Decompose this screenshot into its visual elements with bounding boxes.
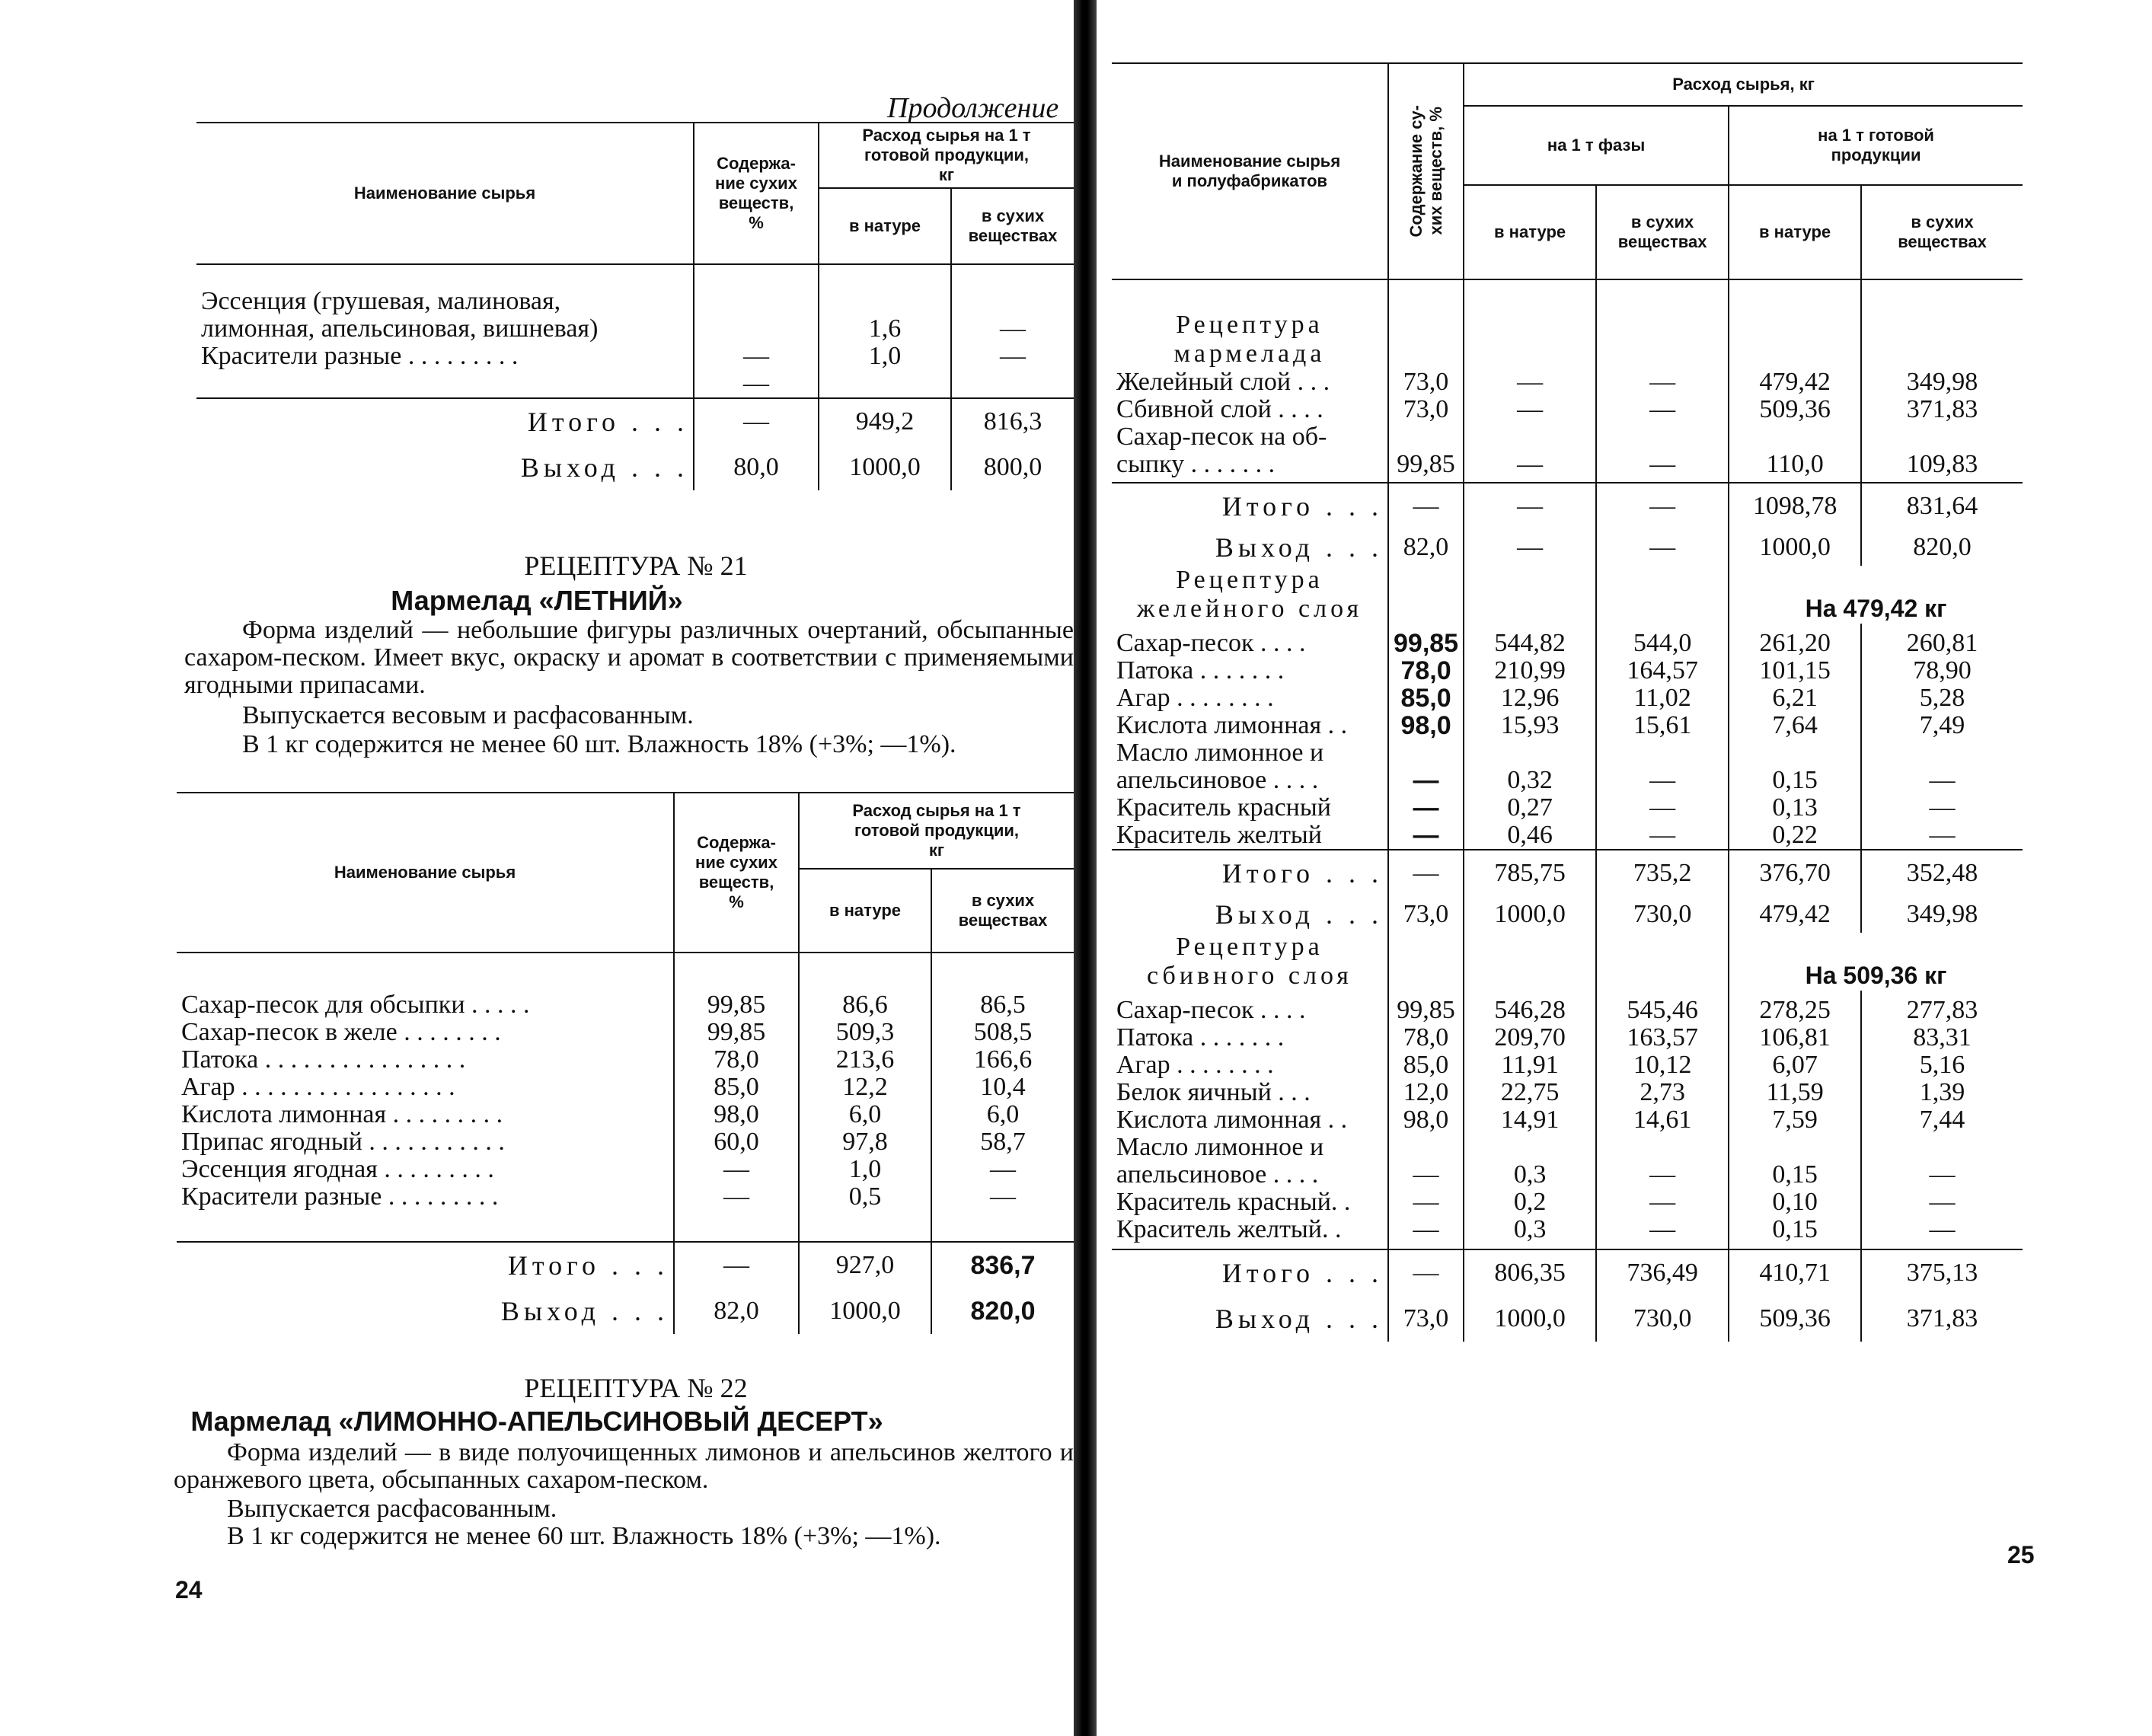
sec3-total-pn: 806,35 bbox=[1464, 1249, 1596, 1296]
sec3-total-gd: 375,13 bbox=[1861, 1249, 2023, 1296]
total-drysub: 836,7 bbox=[931, 1242, 1074, 1288]
total-dry: — bbox=[694, 398, 819, 445]
col-dry-header: Содержа- ние сухих веществ, % bbox=[694, 123, 819, 264]
sec3-total-gn: 410,71 bbox=[1729, 1249, 1861, 1296]
yield-label: Выход . . . bbox=[500, 1296, 669, 1326]
sec2-total-dry: — bbox=[1388, 850, 1464, 896]
right-page bbox=[1097, 0, 2152, 1736]
sec2-dry: 99,85 78,0 85,0 98,0 — — — bbox=[1388, 624, 1464, 850]
sec2-total-pd: 735,2 bbox=[1596, 850, 1729, 896]
sec2-yield-gd: 349,98 bbox=[1861, 896, 2023, 933]
sec1-names: Желейный слой . . . Сбивной слой . . . . Сахар-песок на об- сыпку . . . . . . . bbox=[1116, 368, 1330, 478]
col-drysub-header: в сухих веществах bbox=[1596, 185, 1729, 279]
sec2-yield-pd: 730,0 bbox=[1596, 896, 1729, 933]
sec3-product-dry: 277,83 83,31 5,16 1,39 7,44 — — — bbox=[1861, 991, 2023, 1249]
col-per-phase-header: на 1 т фазы bbox=[1464, 106, 1729, 185]
sec1-yield-gd: 820,0 bbox=[1861, 529, 2023, 566]
left-page bbox=[0, 0, 1074, 1736]
recipe-21-desc: Форма изделий — небольшие фигуры различных очертаний, обсыпанные сахаром-песком. Имеет вкус, окраску и аромат в соответствии с применяемыми ягодными припасами. bbox=[184, 616, 1074, 699]
sec3-yield-gn: 509,36 bbox=[1729, 1296, 1861, 1342]
yield-nature: 1000,0 bbox=[799, 1288, 931, 1334]
total-drysub: 816,3 bbox=[951, 398, 1074, 445]
sec1-total-pn: — bbox=[1464, 483, 1596, 529]
recipe-22-title: РЕЦЕПТУРА № 22 bbox=[524, 1373, 748, 1403]
table-1 bbox=[196, 122, 1074, 490]
sec2-yield-dry: 73,0 bbox=[1388, 896, 1464, 933]
sec3-phase-dry: 545,46 163,57 10,12 2,73 14,61 — — — bbox=[1596, 991, 1729, 1249]
sec3-yield-dry: 73,0 bbox=[1388, 1296, 1464, 1342]
sec3-total-pd: 736,49 bbox=[1596, 1249, 1729, 1296]
table-2 bbox=[177, 792, 1074, 1334]
sec2-yield-pn: 1000,0 bbox=[1464, 896, 1596, 933]
recipe-22-desc: Форма изделий — в виде полуочищенных лимонов и апельсинов желтого и оранжевого цвета, обсыпанных сахаром-песком. bbox=[174, 1438, 1074, 1494]
col-nature-header: в натуре bbox=[799, 869, 931, 953]
sec2-product-dry: 260,81 78,90 5,28 7,49 — — — bbox=[1861, 624, 2023, 850]
col-nature-header: в натуре bbox=[1464, 185, 1596, 279]
sec1-yield-dry: 82,0 bbox=[1388, 529, 1464, 566]
sec2-total-gn: 376,70 bbox=[1729, 850, 1861, 896]
sec3-total-dry: — bbox=[1388, 1249, 1464, 1296]
sec1-yield-label: Выход . . . bbox=[1215, 532, 1383, 563]
recipe-22-desc2: Выпускается расфасованным. bbox=[227, 1495, 557, 1523]
table-3 bbox=[1112, 62, 2023, 1342]
col-nature-header: в натуре bbox=[819, 188, 951, 264]
sec2-total-pn: 785,75 bbox=[1464, 850, 1596, 896]
col-drysub-header-2: в сухих веществах bbox=[1861, 185, 2023, 279]
col-nature-header-2: в натуре bbox=[1729, 185, 1861, 279]
sec1-total-gd: 831,64 bbox=[1861, 483, 2023, 529]
table-rows-dry: 99,85 99,85 78,0 85,0 98,0 60,0 — — bbox=[674, 953, 799, 1242]
sec2-total-gd: 352,48 bbox=[1861, 850, 2023, 896]
page-number-left: 24 bbox=[175, 1576, 203, 1604]
table-cell: — — bbox=[694, 264, 819, 398]
sec3-names: Сахар-песок . . . . Патока . . . . . . . Агар . . . . . . . . Белок яичный . . . Кислота лимонная . . Масло лимонное и апельсиновое . . . . Краситель красный. . Краситель желтый. . bbox=[1116, 996, 1351, 1243]
section-jelly-title: Рецептура желейного слоя bbox=[1136, 566, 1363, 623]
col-dry-header: Содержа- ние сухих веществ, % bbox=[674, 793, 799, 953]
recipe-21-title: РЕЦЕПТУРА № 21 bbox=[524, 550, 748, 581]
book-spine bbox=[1074, 0, 1097, 1736]
sec2-phase-dry: 544,0 164,57 11,02 15,61 — — — bbox=[1596, 624, 1729, 850]
sec1-yield-gn: 1000,0 bbox=[1729, 529, 1861, 566]
table-cell: 1,6 1,0 bbox=[819, 264, 951, 398]
sec2-yield-label: Выход . . . bbox=[1215, 899, 1383, 930]
recipe-21-subtitle: Мармелад «ЛЕТНИЙ» bbox=[391, 585, 683, 616]
sec1-product-nature: 479,42 509,36 110,0 bbox=[1729, 369, 1861, 483]
sec1-total-pd: — bbox=[1596, 483, 1729, 529]
col-name-header: Наименование сырья bbox=[196, 123, 694, 264]
sec3-phase-nature: 546,28 209,70 11,91 22,75 14,91 0,3 0,2 0,3 bbox=[1464, 991, 1596, 1249]
yield-dry: 80,0 bbox=[694, 445, 819, 490]
sec3-product-nature: 278,25 106,81 6,07 11,59 7,59 0,15 0,10 0,15 bbox=[1729, 991, 1861, 1249]
col-drysub-header: в сухих веществах bbox=[931, 869, 1074, 953]
sec2-note: На 479,42 кг bbox=[1729, 566, 2023, 624]
sec2-product-nature: 261,20 101,15 6,21 7,64 0,15 0,13 0,22 bbox=[1729, 624, 1861, 850]
col-dry-header bbox=[1388, 63, 1464, 279]
section-whipped-title: Рецептура сбивного слоя bbox=[1147, 933, 1352, 990]
table-row: Эссенция (грушевая, малиновая, лимонная, апельсиновая, вишневая) Красители разные . . . . . . . . . bbox=[201, 287, 599, 370]
sec2-names: Сахар-песок . . . . Патока . . . . . . . Агар . . . . . . . . Кислота лимонная . . Масло лимонное и апельсиновое . . . . Краситель красный Краситель желтый bbox=[1116, 629, 1348, 849]
col-drysub-header: в сухих веществах bbox=[951, 188, 1074, 264]
sec3-total-label: Итого . . . bbox=[1221, 1258, 1383, 1288]
yield-label: Выход . . . bbox=[520, 452, 688, 483]
total-nature: 949,2 bbox=[819, 398, 951, 445]
sec3-yield-pd: 730,0 bbox=[1596, 1296, 1729, 1342]
col-name-header: Наименование сырья и полуфабрикатов bbox=[1112, 63, 1388, 279]
sec1-yield-pn: — bbox=[1464, 529, 1596, 566]
sec3-dry: 99,85 78,0 85,0 12,0 98,0 — — — bbox=[1388, 991, 1464, 1249]
sec2-total-label: Итого . . . bbox=[1221, 858, 1383, 889]
total-label: Итого . . . bbox=[527, 407, 688, 437]
col-consumption-header: Расход сырья на 1 т готовой продукции, кг bbox=[799, 793, 1074, 869]
yield-drysub: 800,0 bbox=[951, 445, 1074, 490]
sec3-yield-label: Выход . . . bbox=[1215, 1304, 1383, 1334]
recipe-21-desc2: Выпускается весовым и расфасованным. bbox=[242, 701, 694, 729]
recipe-21-desc3: В 1 кг содержится не менее 60 шт. Влажность 18% (+3%; —1%). bbox=[242, 730, 956, 758]
sec2-yield-gn: 479,42 bbox=[1729, 896, 1861, 933]
sec3-yield-gd: 371,83 bbox=[1861, 1296, 2023, 1342]
sec1-yield-pd: — bbox=[1596, 529, 1729, 566]
sec1-product-dry: 349,98 371,83 109,83 bbox=[1861, 369, 2023, 483]
col-consumption-header: Расход сырья, кг bbox=[1464, 63, 2023, 106]
page-number-right: 25 bbox=[2007, 1541, 2035, 1568]
col-name-header: Наименование сырья bbox=[177, 793, 674, 953]
recipe-22-subtitle: Мармелад «ЛИМОННО-АПЕЛЬСИНОВЫЙ ДЕСЕРТ» bbox=[190, 1406, 883, 1437]
total-label: Итого . . . bbox=[507, 1250, 669, 1281]
sec3-yield-pn: 1000,0 bbox=[1464, 1296, 1596, 1342]
continuation-label: Продолжение bbox=[887, 92, 1059, 124]
sec1-dry: 73,0 73,0 99,85 bbox=[1388, 369, 1464, 483]
col-consumption-header: Расход сырья на 1 т готовой продукции, кг bbox=[819, 123, 1074, 188]
sec1-phase-nature: — — — bbox=[1464, 369, 1596, 483]
table-rows-nature: 86,6 509,3 213,6 12,2 6,0 97,8 1,0 0,5 bbox=[799, 953, 931, 1242]
col-per-product-header: на 1 т готовой продукции bbox=[1729, 106, 2023, 185]
sec1-total-gn: 1098,78 bbox=[1729, 483, 1861, 529]
sec1-total-dry: — bbox=[1388, 483, 1464, 529]
col-dry-text: Содержание су- хих веществ, % bbox=[1406, 105, 1445, 238]
total-dry: — bbox=[674, 1242, 799, 1288]
section-marmalade-title: Рецептура мармелада bbox=[1173, 311, 1326, 368]
table-rows-drysub: 86,5 508,5 166,6 10,4 6,0 58,7 — — bbox=[931, 953, 1074, 1242]
table-cell: — — bbox=[951, 264, 1074, 398]
recipe-22-desc3: В 1 кг содержится не менее 60 шт. Влажность 18% (+3%; —1%). bbox=[227, 1522, 941, 1550]
sec1-phase-dry: — — — bbox=[1596, 369, 1729, 483]
table-rows-names: Сахар-песок для обсыпки . . . . . Сахар-песок в желе . . . . . . . . Патока . . . . . . . . . . . . . . . . Агар . . . . . . . . . . . . . . . . . Кислота лимонная . . . . . . . . . Припас ягодный . . . . . . . . . . . Эссенция ягодная . . . . . . . . . Красители разные . . . . . . . . . bbox=[181, 991, 530, 1211]
yield-drysub: 820,0 bbox=[931, 1288, 1074, 1334]
yield-dry: 82,0 bbox=[674, 1288, 799, 1334]
sec1-total-label: Итого . . . bbox=[1221, 491, 1383, 522]
total-nature: 927,0 bbox=[799, 1242, 931, 1288]
sec2-phase-nature: 544,82 210,99 12,96 15,93 0,32 0,27 0,46 bbox=[1464, 624, 1596, 850]
sec3-note: На 509,36 кг bbox=[1729, 933, 2023, 991]
yield-nature: 1000,0 bbox=[819, 445, 951, 490]
